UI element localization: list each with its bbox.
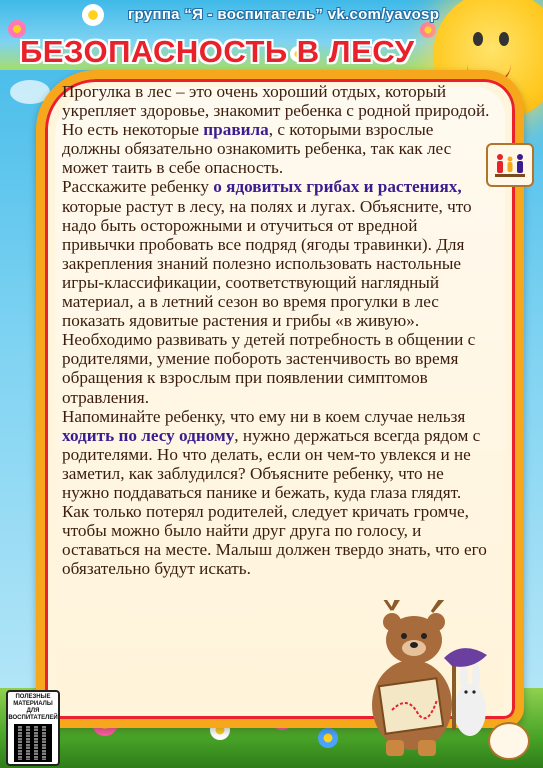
qr-code-icon: [14, 724, 52, 762]
paragraph: [62, 407, 492, 579]
sun-eye: [473, 32, 483, 46]
sun-eye: [499, 32, 509, 46]
text-run: которые растут в лесу, на полях и лугах. Объясните, что надо быть осторожными и отучиться от вредной привычки пробовать все подряд (ягоды травинки). Для закрепления знаний полезно использовать настольные игры-классификации, соответствующий наглядный материал, а в летний сезон во время прогулки в лес показать ядовитые растения и грибы «в живую».: [62, 196, 472, 331]
family-logo-icon: [486, 143, 534, 187]
flower-icon: [420, 22, 436, 38]
text-run-bold: о ядовитых грибах и растениях,: [213, 177, 462, 197]
paragraph: [62, 82, 492, 177]
text-run: Расскажите ребенку: [62, 177, 214, 197]
family-icon: [492, 150, 528, 180]
bear-with-map-illustration: [352, 600, 502, 760]
text-run: Напоминайте ребенку, что ему ни в коем случае нельзя: [62, 406, 466, 426]
paragraph: [62, 177, 492, 330]
text-run: , нужно держаться всегда рядом с родителями. Но что делать, если он чем-то увлекся и не заметил, как заблудился? Объясните ребенку, что не нужно поддаваться панике и бежать, куда глаза глядят. Как только потерял родителей, следует кричать громче, чтобы можно было найти друг друга по голосу, и оставаться на месте. Малыш должен твердо знать, что его обязательно будут искать.: [62, 425, 487, 579]
corner-logo-icon: [488, 722, 530, 760]
group-link-text: группа “Я - воспитатель” vk.com/yavosp: [128, 6, 440, 23]
qr-code-block[interactable]: [6, 690, 60, 766]
text-run: , с которыми взрослые должны обязательно ознакомить ребенка, так как лес может таить в себе опасность.: [62, 120, 452, 178]
text-run: Прогулка в лес – это очень хороший отдых, который укрепляет здоровье, знакомит ребенка с родной природой. Но есть некоторые: [62, 82, 490, 140]
article-body: [62, 82, 492, 578]
page-title: БЕЗОПАСНОСТЬ В ЛЕСУ: [20, 34, 415, 69]
text-run-bold: правила: [203, 120, 269, 140]
qr-label: ПОЛЕЗНЫЕ МАТЕРИАЛЫ ДЛЯ ВОСПИТАТЕЛЕЙ: [8, 694, 58, 721]
paragraph: [62, 330, 492, 406]
text-run-bold: ходить по лесу одному: [62, 425, 235, 445]
flower-icon: [82, 4, 104, 26]
text-run: Необходимо развивать у детей потребность в общении с родителями, умение побороть застенчивость во время обращения к взрослым при появлении симптомов отравления.: [62, 330, 476, 407]
flower-icon: [318, 728, 338, 748]
